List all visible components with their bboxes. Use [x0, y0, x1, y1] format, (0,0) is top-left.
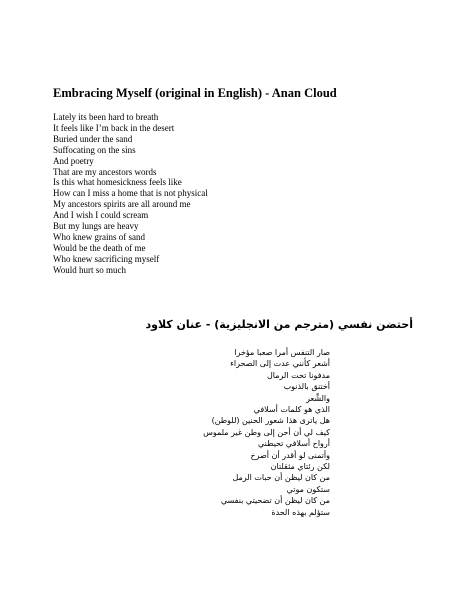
english-poem-title: Embracing Myself (original in English) - Anan Cloud	[53, 86, 337, 100]
arabic-poem-line: من كان ليظن أن حبات الرمل	[232, 473, 330, 483]
english-poem-line: That are my ancestors words	[53, 166, 157, 177]
english-poem-line: Is this what homesickness feels like	[53, 177, 182, 188]
arabic-poem	[203, 347, 330, 518]
english-poem-line: Suffocating on the sins	[53, 144, 136, 155]
arabic-poem-line: ستكون موتي	[286, 484, 330, 494]
arabic-poem-title: أحتضن نفسي (مترجم من الانجليزية) - عنان كلاود	[145, 318, 413, 331]
english-poem-line: And I wish I could scream	[53, 210, 149, 221]
arabic-poem-line: والشِّعر	[306, 393, 330, 403]
arabic-poem-line: كيف لي أن أحن إلى وطن غير ملموس	[203, 427, 330, 437]
arabic-poem-line: أختنق بالذنوب	[283, 382, 330, 392]
arabic-poem-line: مدفونا تحت الرمال	[266, 370, 330, 380]
english-poem-line: Who knew sacrificing myself	[53, 253, 160, 264]
arabic-poem-line: ستؤلم بهذه الحدة	[271, 507, 330, 517]
english-poem-line: Who knew grains of sand	[53, 231, 145, 242]
english-poem-line: How can I miss a home that is not physical	[53, 188, 208, 199]
english-poem-line: And poetry	[53, 155, 94, 166]
arabic-poem-line: من كان ليظن أن تضحيتي بنفسي	[220, 496, 330, 506]
arabic-poem-line: لكن رئتاي مثقلتان	[270, 462, 330, 472]
arabic-poem-line: هل ياترى هذا شعور الحنين (للوطن)	[211, 416, 330, 426]
english-poem-line: It feels like I’m back in the desert	[53, 122, 175, 133]
english-poem-line: Lately its been hard to breath	[53, 112, 159, 122]
arabic-poem-line: أرواح أسلافي تحيطني	[257, 439, 330, 449]
english-poem	[53, 112, 208, 276]
english-poem-line: Would hurt so much	[53, 264, 127, 275]
english-poem-line: My ancestors spirits are all around me	[53, 199, 191, 210]
english-poem-line: But my lungs are heavy	[53, 221, 139, 232]
arabic-poem-line: صار التنفس أمرا صعبا مؤخرا	[234, 348, 330, 357]
arabic-poem-line: وأتمنى لو أقدر أن أصرخ	[250, 450, 330, 460]
arabic-poem-line: الذي هو كلمات أسلافي	[253, 405, 330, 415]
english-poem-line: Buried under the sand	[53, 133, 133, 144]
english-poem-line: Would be the death of me	[53, 242, 146, 253]
arabic-poem-line: أشعر كأنني عدت إلى الصحراء	[230, 359, 330, 369]
